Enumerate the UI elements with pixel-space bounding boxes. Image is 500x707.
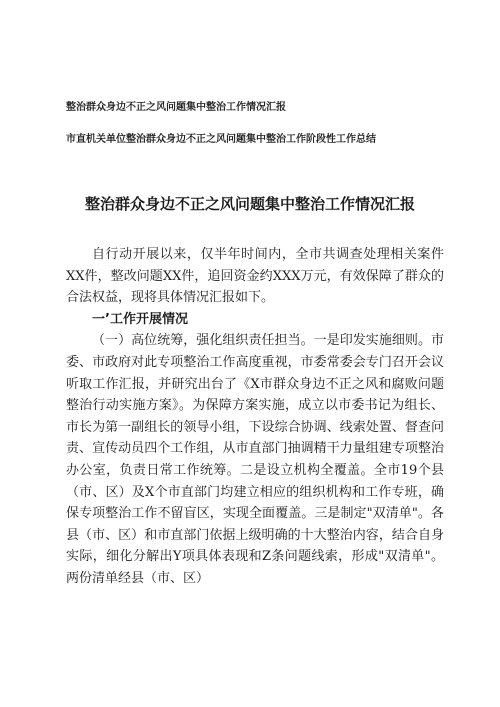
header-line-2: 市直机关单位整治群众身边不正之风问题集中整治工作阶段性工作总结 <box>66 134 376 145</box>
intro-paragraph: 自行动开展以来，仅半年时间内，全市共调查处理相关案件XX件，整改问题XX件，追回资金约XXX万元，有效保障了群众的合法权益，现将具体情况汇报如下。 <box>66 247 444 306</box>
section-1-paragraph-1: （一）高位统筹，强化组织责任担当。一是印发实施细则。市委、市政府对此专项整治工作高度重视，市委常委会专门召开会议听取工作汇报，并研究出台了《X市群众身边不正之风和腐败问题整治行动实施方案》。为保障方案实施，成立以市委书记为组长、市长为第一副组长的领导小组，下设综合协调、线索处置、督查问责、宣传动员四个工作组，从市直部门抽调精干力量组建专项整治办公室，负责日常工作统筹。二是设立机构全覆盖。全市19个县（市、区）及X个市直部门均建立相应的组织机构和工作专班，确保专项整治工作不留盲区，实现全面覆盖。三是制定"双清单"。各县（市、区）和市直部门依据上级明确的十大整治内容，结合自身实际，细化分解出Y项具体表现和Z条问题线索，形成"双清单"。两份清单经县（市、区） <box>66 333 444 586</box>
section-heading-1: 一’工作开展情况 <box>92 311 188 327</box>
header-line-1: 整治群众身边不正之风问题集中整治工作情况汇报 <box>66 102 286 113</box>
document-body <box>66 244 444 590</box>
document-title: 整治群众身边不正之风问题集中整治工作情况汇报 <box>84 195 415 213</box>
